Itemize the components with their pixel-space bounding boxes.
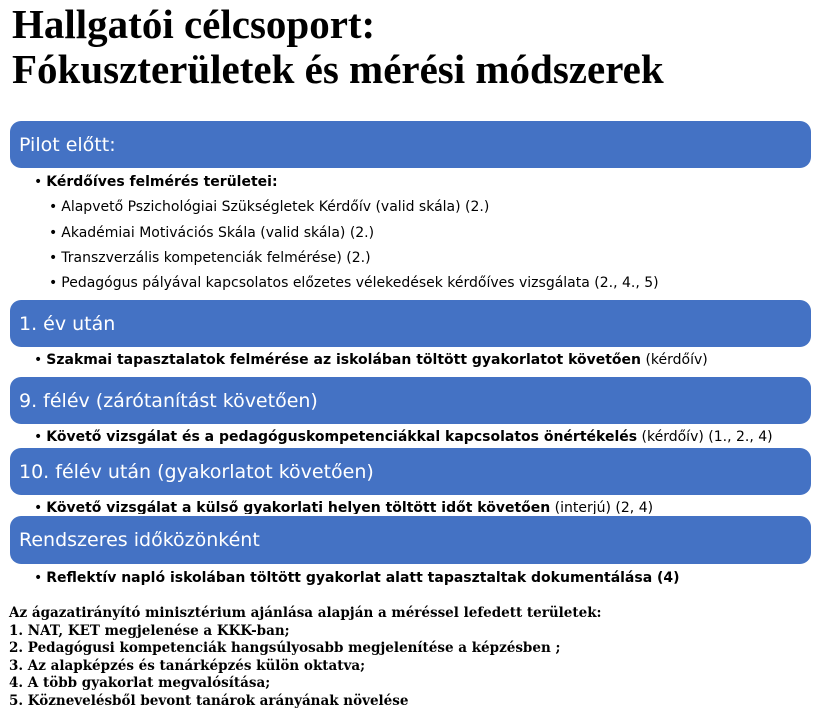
- list-item-extra: (kérdőív) (1., 2., 4): [637, 429, 773, 445]
- bullet-icon: •: [49, 225, 58, 241]
- section-header-year1: [10, 300, 811, 347]
- bullet-icon: •: [34, 174, 43, 190]
- section-header-semester10: [10, 448, 811, 495]
- list-item-text: Követő vizsgálat a külső gyakorlati helyen töltött időt követően: [46, 500, 551, 514]
- bullet-icon: •: [49, 199, 58, 215]
- list-item: [0, 569, 820, 587]
- notes-item: 5. Köznevelésből bevont tanárok arányának növelése: [9, 692, 409, 709]
- notes-item: 3. Az alapképzés és tanárképzés külön oktatva;: [9, 657, 366, 674]
- list-item-text: Reflektív napló iskolában töltött gyakorlat alatt tapasztaltak dokumentálása (4): [46, 570, 680, 586]
- bullet-icon: •: [34, 570, 43, 586]
- list-item: [0, 173, 820, 191]
- bullet-icon: •: [49, 250, 58, 266]
- title-line-1: Hallgatói célcsoport:: [12, 1, 376, 47]
- notes-item: 4. A több gyakorlat megvalósítása;: [9, 675, 271, 691]
- list-item-text: Szakmai tapasztalatok felmérése az iskolában töltött gyakorlatot követően: [46, 352, 642, 368]
- title-line-2: Fókuszterületek és mérési módszerek: [12, 46, 664, 92]
- section-header-pilot: [10, 121, 811, 168]
- section-header-periodic: [10, 516, 811, 564]
- bullet-icon: •: [49, 275, 58, 291]
- section-header-semester9: [10, 377, 811, 424]
- list-item: [0, 198, 820, 216]
- list-item: [0, 249, 820, 267]
- list-item: [0, 274, 820, 292]
- section-heading: 9. félév (zárótanítást követően): [19, 389, 318, 412]
- bullet-icon: •: [34, 500, 43, 514]
- notes-block: [9, 605, 809, 710]
- list-item: [0, 224, 820, 242]
- bullet-icon: •: [34, 429, 43, 445]
- section-heading: 1. év után: [19, 312, 116, 335]
- notes-item: 1. NAT, KET megjelenése a KKK-ban;: [9, 622, 290, 639]
- slide-title: [12, 2, 812, 92]
- list-item-text: Követő vizsgálat és a pedagóguskompetenciákkal kapcsolatos önértékelés: [46, 429, 638, 445]
- list-item-text: Alapvető Pszichológiai Szükségletek Kérdőív (valid skála) (2.): [61, 199, 490, 215]
- list-item: [0, 351, 820, 369]
- list-item: [0, 499, 820, 514]
- list-item-text: Kérdőíves felmérés területei:: [46, 174, 278, 190]
- section-heading: Rendszeres időközönként: [19, 529, 260, 551]
- list-item-extra: (kérdőív): [641, 352, 708, 368]
- section-heading: Pilot előtt:: [19, 133, 116, 156]
- list-item: [0, 428, 820, 446]
- notes-intro: Az ágazatirányító minisztérium ajánlása alapján a méréssel lefedett területek:: [9, 605, 602, 621]
- list-item-extra: (interjú) (2, 4): [550, 500, 654, 514]
- section-heading: 10. félév után (gyakorlatot követően): [19, 460, 374, 483]
- list-item-text: Akadémiai Motivációs Skála (valid skála) (2.): [61, 225, 375, 241]
- list-item-text: Transzverzális kompetenciák felmérése) (2.): [61, 250, 371, 266]
- list-item-text: Pedagógus pályával kapcsolatos előzetes vélekedések kérdőíves vizsgálata (2., 4., 5): [61, 275, 659, 291]
- bullet-icon: •: [34, 352, 43, 368]
- notes-item: 2. Pedagógusi kompetenciák hangsúlyosabb megjelenítése a képzésben ;: [9, 640, 561, 656]
